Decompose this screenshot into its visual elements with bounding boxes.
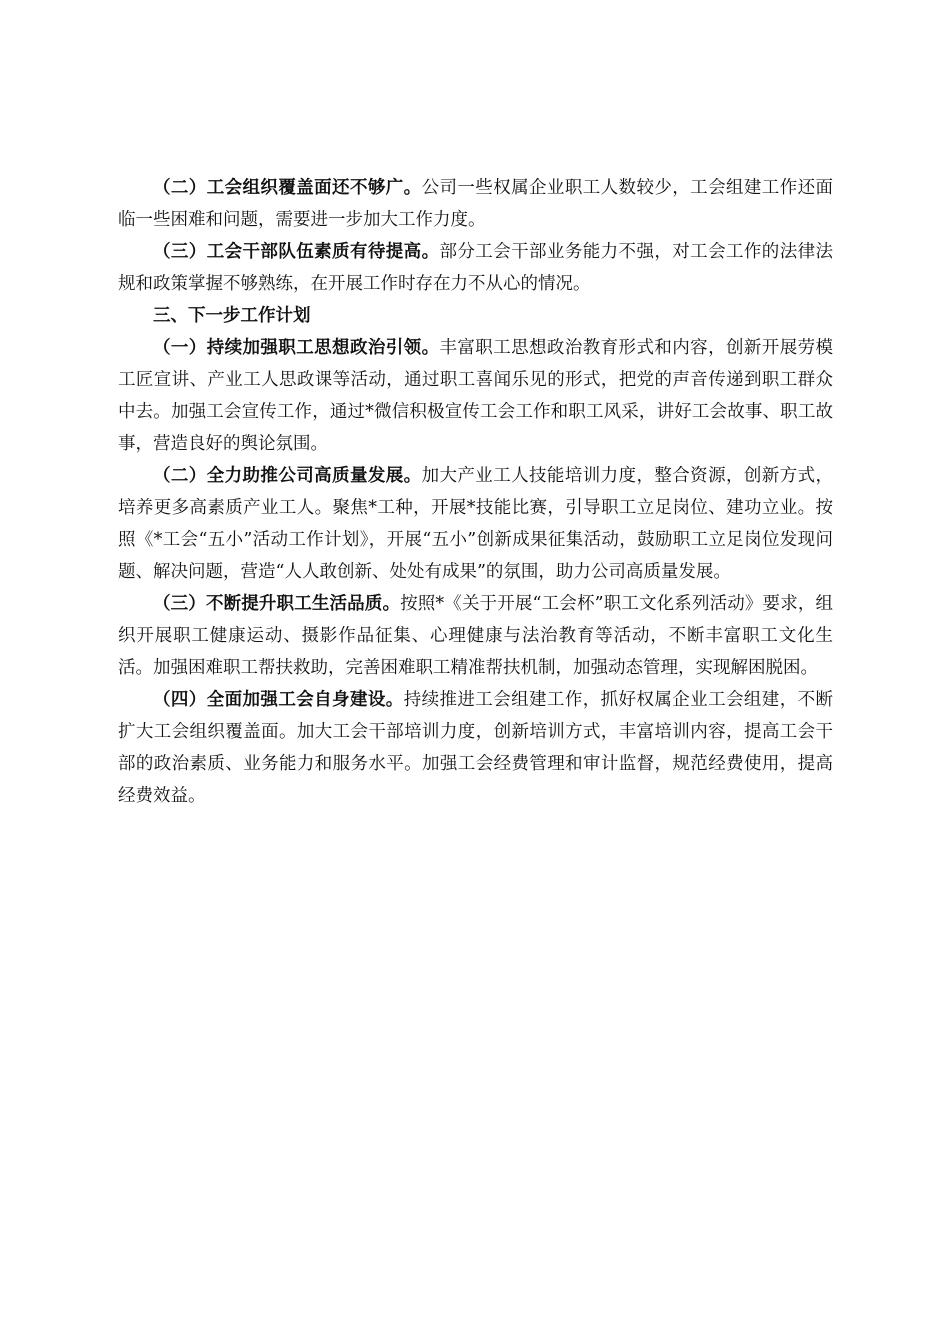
paragraph-high-quality-development	[118, 460, 833, 588]
section-heading: 三、下一步工作计划	[153, 306, 311, 326]
paragraph-text: 按照*《关于开展“工会杯”职工文化系列活动》要求，组织开展职工健康运动、摄影作品征集、心理健康与法治教育等活动，不断丰富职工文化生活。加强困难职工帮扶救助，完善困难职工精准帮扶机制，加强动态管理，实现解困脱困。	[118, 594, 833, 678]
paragraph-text: 公司一些权属企业职工人数较少，工会组建工作还面临一些困难和问题，需要进一步加大工作力度。	[118, 178, 834, 230]
paragraph-union-coverage	[118, 172, 833, 236]
document-body	[118, 172, 833, 812]
paragraph-cadre-quality	[118, 236, 833, 300]
paragraph-ideological-guidance	[118, 332, 833, 460]
paragraph-lead: （二）全力助推公司高质量发展。	[153, 466, 422, 486]
paragraph-life-quality	[118, 588, 833, 684]
paragraph-self-construction	[118, 684, 833, 812]
paragraph-lead: （四）全面加强工会自身建设。	[153, 690, 404, 710]
paragraph-lead: （三）不断提升职工生活品质。	[153, 594, 401, 614]
paragraph-text: 丰富职工思想政治教育形式和内容，创新开展劳模工匠宣讲、产业工人思政课等活动，通过职工喜闻乐见的形式，把党的声音传递到职工群众中去。加强工会宣传工作，通过*微信积极宣传工会工作和职工风采，讲好工会故事、职工故事，营造良好的舆论氛围。	[118, 338, 834, 454]
paragraph-lead: （二）工会组织覆盖面还不够广。	[153, 178, 422, 198]
paragraph-lead: （三）工会干部队伍素质有待提高。	[153, 242, 440, 262]
paragraph-lead: （一）持续加强职工思想政治引领。	[153, 338, 440, 358]
paragraph-text: 持续推进工会组建工作，抓好权属企业工会组建，不断扩大工会组织覆盖面。加大工会干部培训力度，创新培训方式，丰富培训内容，提高工会干部的政治素质、业务能力和服务水平。加强工会经费管理和审计监督，规范经费使用，提高经费效益。	[118, 690, 834, 806]
paragraph-text: 部分工会干部业务能力不强，对工会工作的法律法规和政策掌握不够熟练，在开展工作时存在力不从心的情况。	[118, 242, 834, 294]
paragraph-text: 加大产业工人技能培训力度，整合资源，创新方式，培养更多高素质产业工人。聚焦*工种，开展*技能比赛，引导职工立足岗位、建功立业。按照《*工会“五小”活动工作计划》，开展“五小”创新成果征集活动，鼓励职工立足岗位发现问题、解决问题，营造“人人敢创新、处处有成果”的氛围，助力公司高质量发展。	[118, 466, 834, 582]
